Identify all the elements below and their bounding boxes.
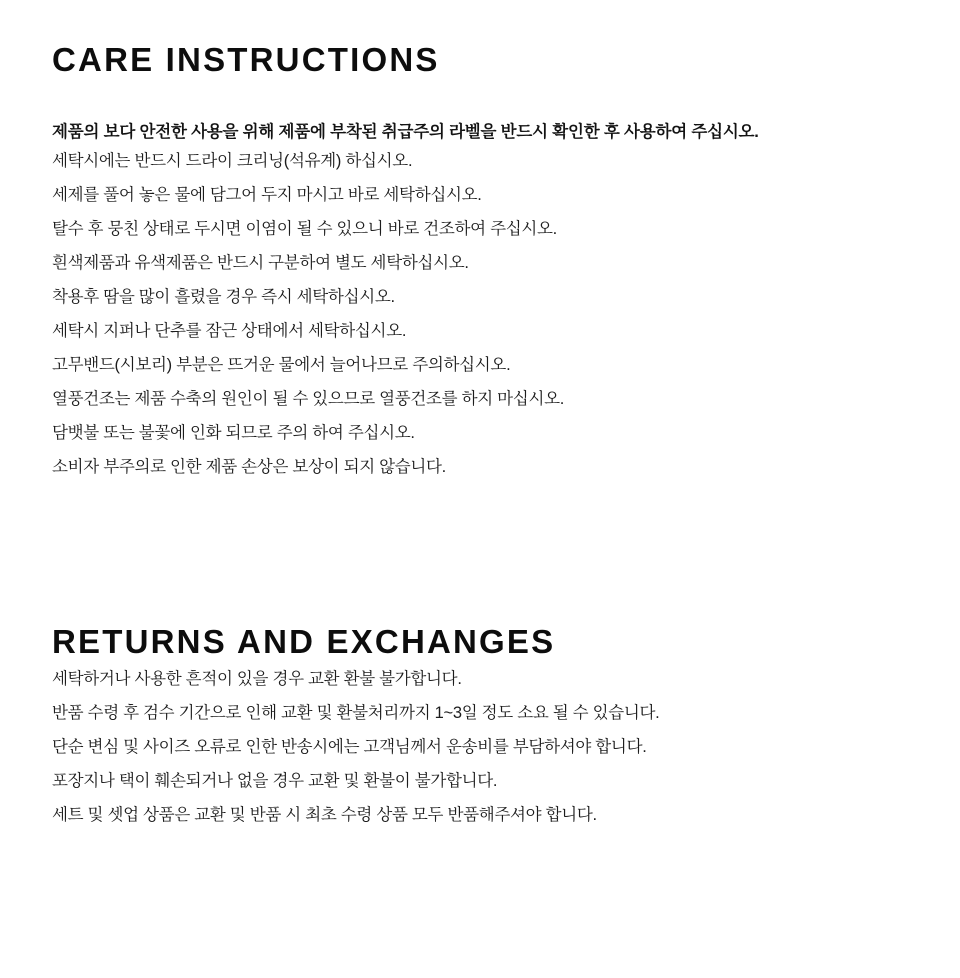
returns-and-exchanges-section [52, 622, 912, 832]
returns-and-exchanges-heading: RETURNS AND EXCHANGES [52, 623, 556, 660]
list-item: 단순 변심 및 사이즈 오류로 인한 반송시에는 고객님께서 운송비를 부담하셔야 합니다. [52, 738, 647, 756]
list-item: 세탁시 지퍼나 단추를 잠근 상태에서 세탁하십시오. [52, 322, 407, 340]
returns-and-exchanges-list [52, 662, 912, 832]
care-instructions-heading: CARE INSTRUCTIONS [52, 41, 440, 78]
care-instructions-lead-text: 제품의 보다 안전한 사용을 위해 제품에 부착된 취급주의 라벨을 반드시 확인한 후 사용하여 주십시오. [52, 123, 759, 141]
list-item: 탈수 후 뭉친 상태로 두시면 이염이 될 수 있으니 바로 건조하여 주십시오. [52, 220, 557, 238]
list-item: 세탁하거나 사용한 흔적이 있을 경우 교환 환불 불가합니다. [52, 670, 462, 688]
list-item: 착용후 땀을 많이 흘렸을 경우 즉시 세탁하십시오. [52, 288, 395, 306]
list-item: 소비자 부주의로 인한 제품 손상은 보상이 되지 않습니다. [52, 458, 446, 476]
care-instructions-section [52, 40, 912, 484]
list-item: 세트 및 셋업 상품은 교환 및 반품 시 최초 수령 상품 모두 반품해주셔야 합니다. [52, 806, 597, 824]
list-item: 반품 수령 후 검수 기간으로 인해 교환 및 환불처리까지 1~3일 정도 소요 될 수 있습니다. [52, 704, 660, 722]
list-item: 담뱃불 또는 불꽃에 인화 되므로 주의 하여 주십시오. [52, 424, 415, 442]
list-item: 세탁시에는 반드시 드라이 크리닝(석유계) 하십시오. [52, 152, 413, 170]
list-item: 세제를 풀어 놓은 물에 담그어 두지 마시고 바로 세탁하십시오. [52, 186, 482, 204]
care-instructions-list [52, 144, 912, 484]
list-item: 포장지나 택이 훼손되거나 없을 경우 교환 및 환불이 불가합니다. [52, 772, 498, 790]
list-item: 열풍건조는 제품 수축의 원인이 될 수 있으므로 열풍건조를 하지 마십시오. [52, 390, 565, 408]
list-item: 흰색제품과 유색제품은 반드시 구분하여 별도 세탁하십시오. [52, 254, 469, 272]
list-item: 고무밴드(시보리) 부분은 뜨거운 물에서 늘어나므로 주의하십시오. [52, 356, 511, 374]
